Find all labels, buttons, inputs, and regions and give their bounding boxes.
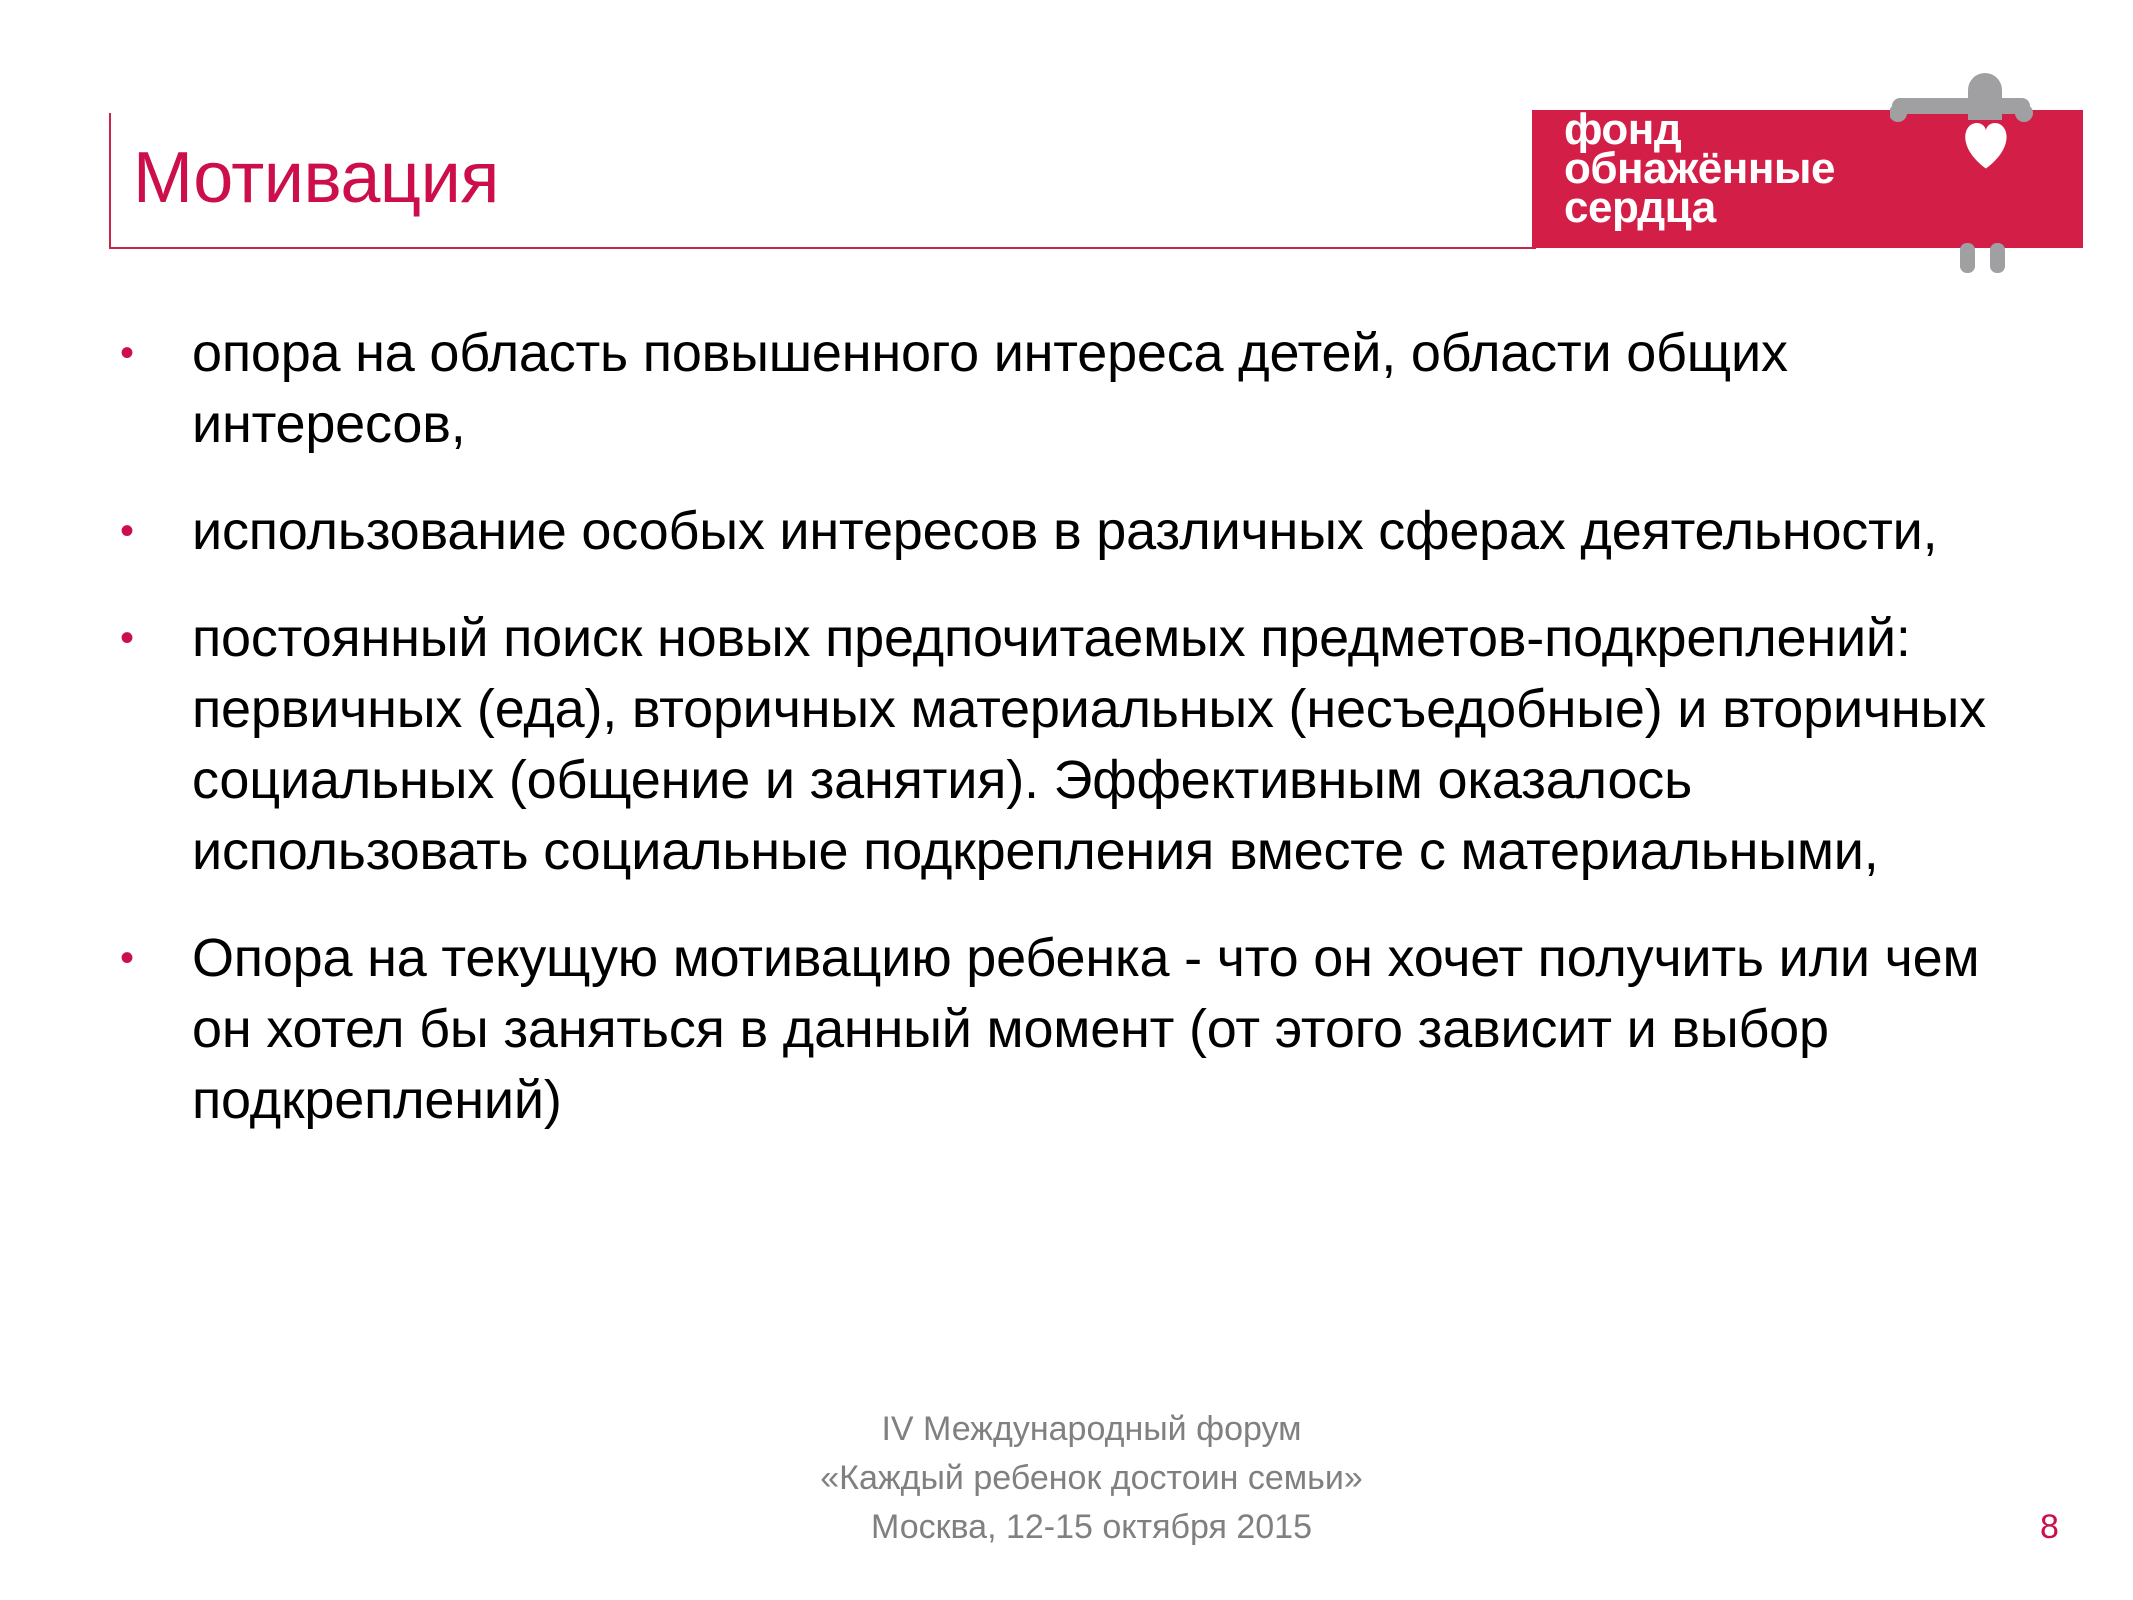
bullet-list (112, 318, 2032, 1172)
bullet-dot-icon: • (120, 331, 134, 375)
logo-line-3: сердца (1564, 183, 1716, 232)
bullet-dot-icon: • (120, 509, 134, 553)
bullet-item (112, 603, 2032, 887)
person-holding-heart-icon (1890, 65, 2090, 280)
footer-line-3: Москва, 12-15 октября 2015 (870, 1508, 1313, 1546)
bullet-item (112, 496, 2032, 567)
bullet-item (112, 318, 2032, 460)
footer (0, 1405, 2133, 1552)
bullet-text: Опора на текущую мотивацию ребенка - что он хочет получить или чем он хотел бы заняться в данный момент (от этого зависит и выбор подкреплений) (192, 928, 1980, 1130)
slide-title: Мотивация (133, 138, 499, 218)
bullet-text: постоянный поиск новых предпочитаемых предметов-подкреплений: первичных (еда), вторичных материальных (несъедобные) и вторичных социальных (общение и занятия). Эффективным оказалось использовать социальные подкрепления вместе с материальными, (192, 608, 1986, 881)
bullet-dot-icon: • (120, 616, 134, 660)
bullet-item (112, 923, 2032, 1136)
logo-line-2: обнажённые (1564, 144, 1835, 193)
page-number: 8 (2040, 1508, 2059, 1546)
bullet-text: использование особых интересов в различных сферах деятельности, (192, 501, 1938, 561)
bullet-dot-icon: • (120, 936, 134, 980)
logo-text (1564, 105, 1835, 232)
logo-line-1: фонд (1564, 105, 1682, 154)
footer-line-1: IV Международный форум (881, 1410, 1302, 1448)
footer-line-2: «Каждый ребенок достоин семьи» (820, 1459, 1363, 1497)
bullet-text: опора на область повышенного интереса детей, области общих интересов, (192, 323, 1788, 454)
